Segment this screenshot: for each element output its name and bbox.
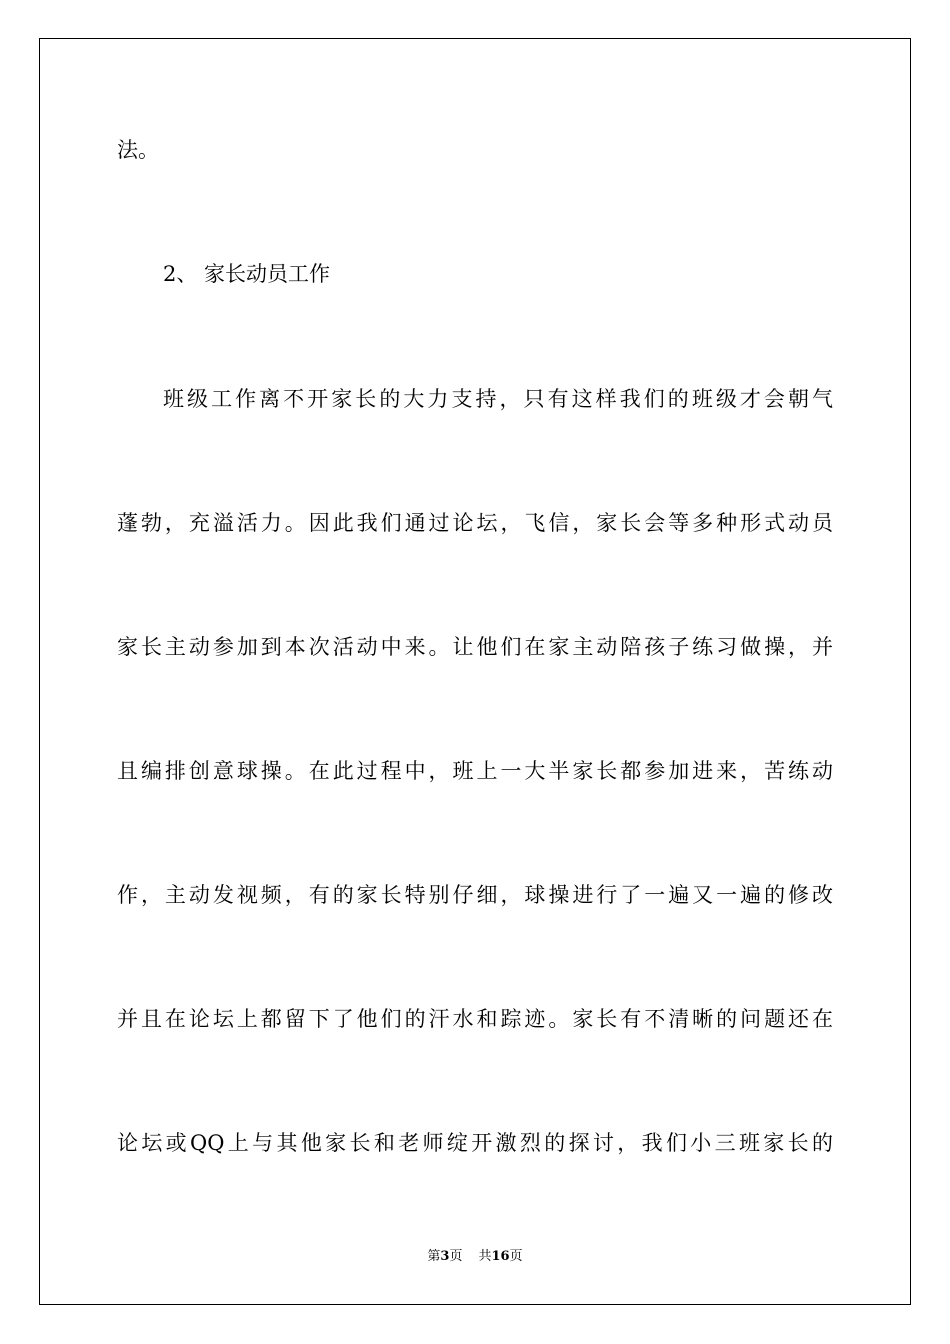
paragraph-line-4: 家长主动参加到本次活动中来。让他们在家主动陪孩子练习做操，并 <box>117 635 833 659</box>
page-border <box>39 38 911 1305</box>
paragraph-line-3: 蓬勃，充溢活力。因此我们通过论坛，飞信，家长会等多种形式动员 <box>117 511 833 535</box>
footer-total-suffix: 页 <box>509 1249 523 1264</box>
section-heading: 2、 家长动员工作 <box>163 262 331 286</box>
footer-page-suffix: 页 <box>449 1249 463 1264</box>
paragraph-line-5: 且编排创意球操。在此过程中，班上一大半家长都参加进来，苦练动 <box>117 759 833 783</box>
footer-page-prefix: 第 <box>427 1249 441 1264</box>
footer-total-pages: 16 <box>491 1249 510 1264</box>
footer-total-prefix: 共 <box>478 1249 492 1264</box>
page-footer <box>0 1248 950 1266</box>
paragraph-line-2: 班级工作离不开家长的大力支持，只有这样我们的班级才会朝气 <box>163 387 833 411</box>
paragraph-line-1: 法。 <box>117 138 159 162</box>
paragraph-line-7: 并且在论坛上都留下了他们的汗水和踪迹。家长有不清晰的问题还在 <box>117 1007 833 1031</box>
paragraph-line-8: 论坛或QQ上与其他家长和老师绽开激烈的探讨，我们小三班家长的 <box>117 1131 833 1155</box>
footer-page-number: 3 <box>440 1249 450 1264</box>
paragraph-line-6: 作，主动发视频，有的家长特别仔细，球操进行了一遍又一遍的修改 <box>117 883 833 907</box>
